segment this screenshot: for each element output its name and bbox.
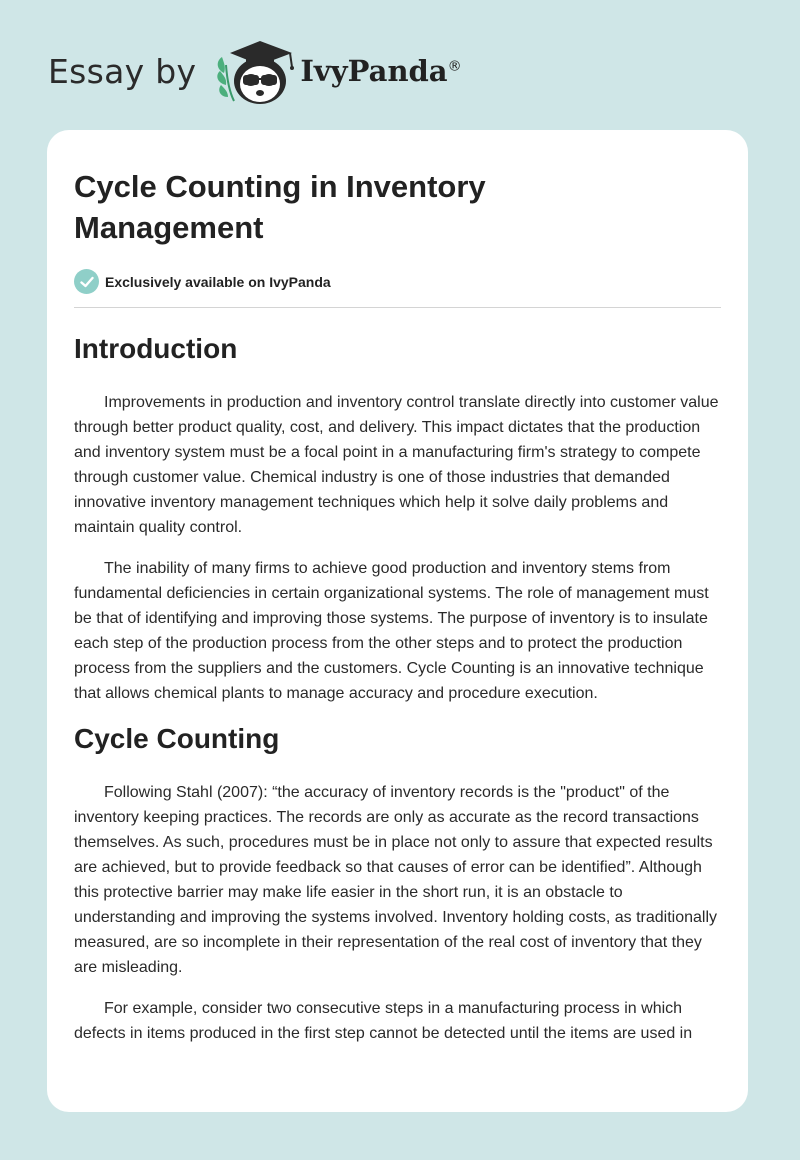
paragraph: Improvements in production and inventory control translate directly into customer value through better product quality, cost, and delivery. This impact dictates that the production and inventory system must be a focal point in a manufacturing firm's strategy to compete through customer value. Chemical industry is one of those industries that demanded innovative inventory management techniques which help it solve daily problems and maintain quality control.	[74, 394, 719, 536]
page-title: Cycle Counting in Inventory Management	[74, 169, 486, 245]
section-heading-introduction: Introduction	[74, 333, 238, 364]
essay-card	[47, 130, 748, 1112]
brand-name	[300, 54, 461, 88]
paragraph: Following Stahl (2007): “the accuracy of inventory records is the "product" of the inventory keeping practices. The records are only as accurate as the record transactions themselves. As such, procedures must be in place not only to assure that expected results are achieved, but to provide feedback so that causes of error can be identified”. Although this protective barrier may make life easier in the short run, it is an obstacle to understanding and improving the systems involved. Inventory holding costs, as traditionally measured, are so incomplete in their representation of the real cost of inventory that they are misleading.	[74, 784, 718, 976]
brand-prefix: Essay by	[48, 51, 197, 91]
paragraph: For example, consider two consecutive steps in a manufacturing process in which defects in items produced in the first step cannot be detected until the items are used in	[74, 1000, 693, 1042]
brand-name-text: IvyPanda	[300, 54, 448, 88]
exclusive-label: Exclusively available on IvyPanda	[105, 273, 331, 290]
panda-logo-icon	[212, 35, 298, 107]
brand-header[interactable]	[48, 36, 462, 106]
section-heading-cycle-counting: Cycle Counting	[74, 723, 280, 754]
divider	[74, 307, 721, 308]
exclusive-badge	[74, 269, 721, 294]
checkmark-icon	[74, 269, 99, 294]
paragraph: The inability of many firms to achieve good production and inventory stems from fundamental deficiencies in certain organizational systems. The role of management must be that of identifying and improving those systems. The purpose of inventory is to insulate each step of the production process from the other steps and to protect the production process from the suppliers and the customers. Cycle Counting is an innovative technique that allows chemical plants to manage accuracy and procedure execution.	[74, 560, 709, 702]
registered-mark: ®	[447, 58, 462, 75]
